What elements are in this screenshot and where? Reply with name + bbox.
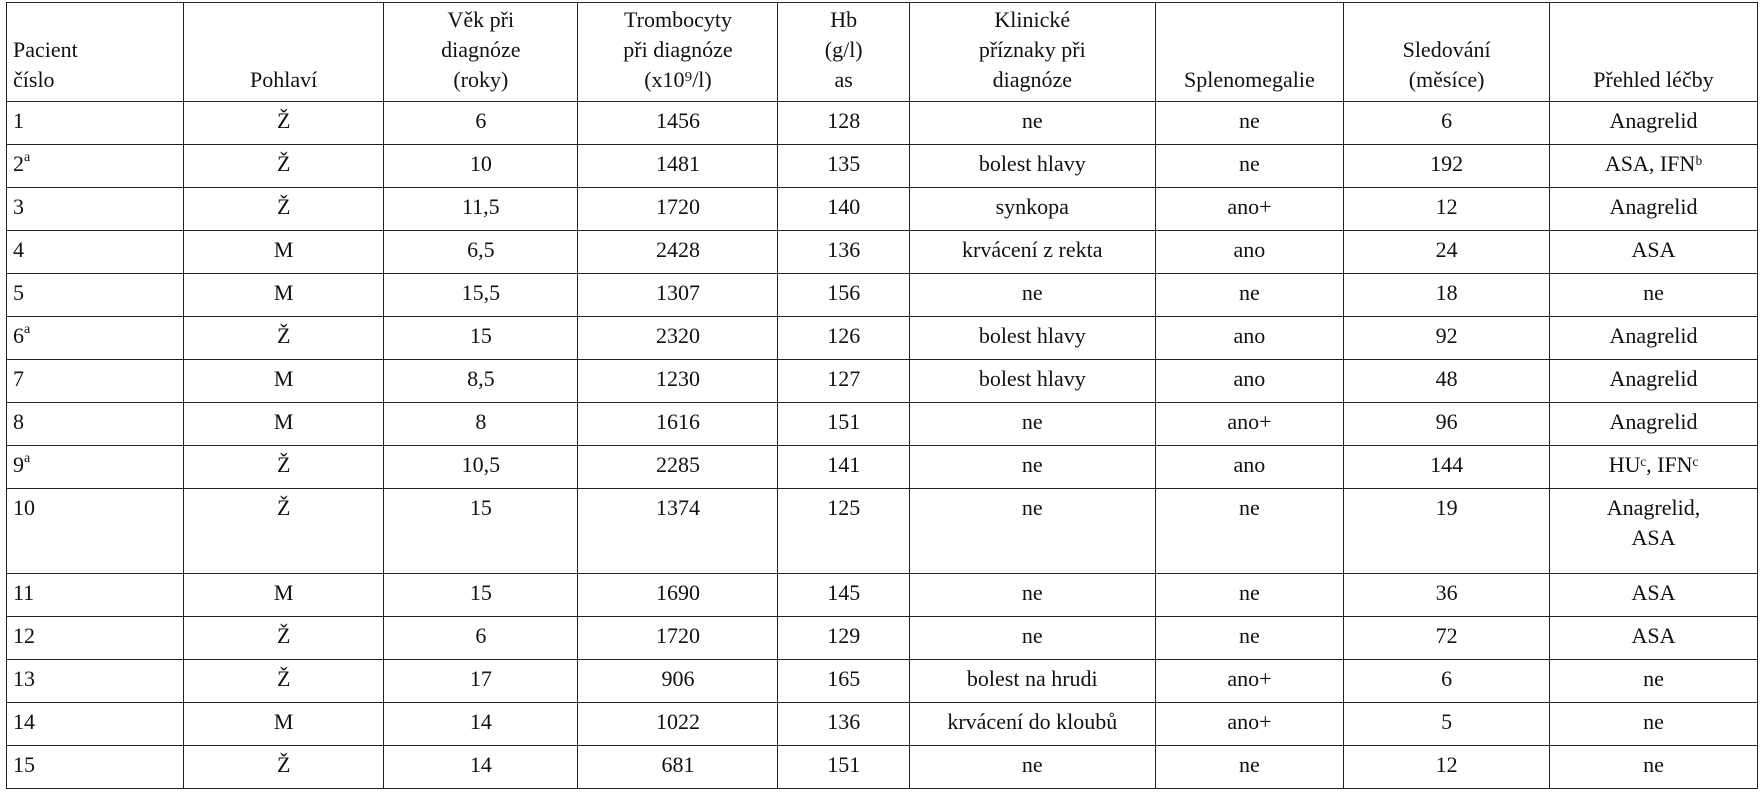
cell-age: 15 [384, 489, 578, 574]
cell-spleno: ano+ [1155, 403, 1344, 446]
cell-symptoms: ne [909, 403, 1155, 446]
column-header-line: Přehled léčby [1593, 67, 1714, 92]
cell-hb: 145 [778, 574, 909, 617]
cell-patient: 2$^a$ [7, 145, 184, 188]
cell-spleno: ne [1155, 274, 1344, 317]
cell-age: 15 [384, 317, 578, 360]
column-header-patient [7, 3, 184, 102]
cell-followup: 92 [1344, 317, 1550, 360]
cell-therapy: Anagrelid [1549, 102, 1757, 145]
cell-spleno: ne [1155, 102, 1344, 145]
table-body [7, 102, 1758, 789]
cell-therapy: ne [1549, 274, 1757, 317]
cell-followup: 24 [1344, 231, 1550, 274]
cell-hb: 136 [778, 231, 909, 274]
cell-age: 14 [384, 746, 578, 789]
cell-patient: 1 [7, 102, 184, 145]
table-row [7, 360, 1758, 403]
column-header-age [384, 3, 578, 102]
column-header-line: as [834, 67, 853, 92]
cell-therapy: ASA [1549, 231, 1757, 274]
column-header-line: při diagnóze [623, 37, 733, 62]
cell-symptoms: ne [909, 102, 1155, 145]
cell-platelets: 2320 [578, 317, 778, 360]
cell-platelets: 1481 [578, 145, 778, 188]
cell-age: 6 [384, 102, 578, 145]
cell-platelets: 1307 [578, 274, 778, 317]
header-row [7, 3, 1758, 102]
cell-symptoms: bolest hlavy [909, 317, 1155, 360]
cell-sex: Ž [184, 489, 384, 574]
cell-sex: Ž [184, 446, 384, 489]
cell-platelets: 1690 [578, 574, 778, 617]
table-row [7, 446, 1758, 489]
table-row [7, 617, 1758, 660]
column-header-followup [1344, 3, 1550, 102]
cell-patient: 6$^a$ [7, 317, 184, 360]
cell-sex: M [184, 574, 384, 617]
cell-age: 15,5 [384, 274, 578, 317]
cell-hb: 151 [778, 403, 909, 446]
cell-sex: M [184, 274, 384, 317]
table-row [7, 145, 1758, 188]
cell-patient: 11 [7, 574, 184, 617]
cell-platelets: 1456 [578, 102, 778, 145]
cell-symptoms: bolest hlavy [909, 145, 1155, 188]
cell-age: 6,5 [384, 231, 578, 274]
cell-therapy: ne [1549, 703, 1757, 746]
cell-spleno: ne [1155, 574, 1344, 617]
cell-patient: 14 [7, 703, 184, 746]
cell-age: 6 [384, 617, 578, 660]
column-header-platelets [578, 3, 778, 102]
cell-hb: 128 [778, 102, 909, 145]
cell-symptoms: krvácení z rekta [909, 231, 1155, 274]
cell-platelets: 2428 [578, 231, 778, 274]
column-header-line: diagnóze [441, 37, 521, 62]
cell-spleno: ne [1155, 617, 1344, 660]
cell-hb: 135 [778, 145, 909, 188]
cell-symptoms: ne [909, 274, 1155, 317]
table-row [7, 660, 1758, 703]
cell-patient: 9$^a$ [7, 446, 184, 489]
column-header-line: Splenomegalie [1184, 67, 1315, 92]
footnote-marker: a [24, 149, 31, 165]
cell-patient: 13 [7, 660, 184, 703]
table-row [7, 403, 1758, 446]
cell-followup: 36 [1344, 574, 1550, 617]
cell-platelets: 1022 [578, 703, 778, 746]
cell-hb: 136 [778, 703, 909, 746]
cell-spleno: ano+ [1155, 188, 1344, 231]
cell-therapy: Anagrelid [1549, 360, 1757, 403]
table-row [7, 274, 1758, 317]
cell-platelets: 1720 [578, 188, 778, 231]
column-header-symptoms [909, 3, 1155, 102]
column-header-line: Pohlaví [250, 67, 318, 92]
cell-hb: 127 [778, 360, 909, 403]
cell-spleno: ano [1155, 317, 1344, 360]
cell-therapy: ASA [1549, 574, 1757, 617]
cell-hb: 165 [778, 660, 909, 703]
table-row [7, 188, 1758, 231]
column-header-line: (g/l) [824, 37, 863, 62]
column-header-line: číslo [13, 67, 55, 92]
cell-age: 10 [384, 145, 578, 188]
cell-platelets: 681 [578, 746, 778, 789]
cell-followup: 96 [1344, 403, 1550, 446]
column-header-spleno [1155, 3, 1344, 102]
cell-patient: 7 [7, 360, 184, 403]
column-header-hb [778, 3, 909, 102]
cell-symptoms: ne [909, 574, 1155, 617]
cell-sex: Ž [184, 145, 384, 188]
table-container [6, 2, 1758, 789]
cell-therapy: ASA, IFNᵇ [1549, 145, 1757, 188]
column-header-line: Sledování [1402, 37, 1491, 62]
column-header-line: Hb [830, 7, 858, 32]
column-header-line: (měsíce) [1408, 67, 1485, 92]
cell-patient: 12 [7, 617, 184, 660]
column-header-line: příznaky při [978, 37, 1086, 62]
cell-platelets: 1616 [578, 403, 778, 446]
cell-sex: Ž [184, 317, 384, 360]
column-header-line: Klinické [994, 7, 1071, 32]
cell-hb: 151 [778, 746, 909, 789]
cell-platelets: 906 [578, 660, 778, 703]
cell-symptoms: krvácení do kloubů [909, 703, 1155, 746]
cell-patient: 10 [7, 489, 184, 574]
cell-age: 8 [384, 403, 578, 446]
cell-therapy: Anagrelid [1549, 317, 1757, 360]
cell-spleno: ano+ [1155, 703, 1344, 746]
cell-age: 10,5 [384, 446, 578, 489]
cell-spleno: ne [1155, 489, 1344, 574]
cell-spleno: ano [1155, 446, 1344, 489]
cell-sex: Ž [184, 746, 384, 789]
cell-platelets: 1374 [578, 489, 778, 574]
table-row [7, 489, 1758, 574]
cell-therapy: ne [1549, 746, 1757, 789]
cell-followup: 48 [1344, 360, 1550, 403]
cell-platelets: 1230 [578, 360, 778, 403]
cell-sex: M [184, 360, 384, 403]
cell-age: 14 [384, 703, 578, 746]
cell-sex: M [184, 231, 384, 274]
cell-symptoms: ne [909, 446, 1155, 489]
table-row [7, 317, 1758, 360]
column-header-sex [184, 3, 384, 102]
cell-therapy: ne [1549, 660, 1757, 703]
column-header-line: diagnóze [992, 67, 1072, 92]
table-row [7, 574, 1758, 617]
column-header-line: (roky) [453, 67, 509, 92]
cell-patient: 4 [7, 231, 184, 274]
column-header-line: Věk při [447, 7, 515, 32]
cell-followup: 5 [1344, 703, 1550, 746]
cell-spleno: ano+ [1155, 660, 1344, 703]
column-header-line: (x10⁹/l) [644, 67, 712, 92]
cell-sex: Ž [184, 188, 384, 231]
cell-patient: 15 [7, 746, 184, 789]
cell-platelets: 2285 [578, 446, 778, 489]
cell-symptoms: ne [909, 746, 1155, 789]
table-row [7, 746, 1758, 789]
cell-followup: 12 [1344, 188, 1550, 231]
cell-symptoms: bolest na hrudi [909, 660, 1155, 703]
cell-spleno: ne [1155, 746, 1344, 789]
cell-sex: Ž [184, 660, 384, 703]
table-row [7, 102, 1758, 145]
cell-age: 15 [384, 574, 578, 617]
cell-followup: 72 [1344, 617, 1550, 660]
cell-followup: 12 [1344, 746, 1550, 789]
patient-table [6, 2, 1758, 789]
cell-therapy: Anagrelid [1549, 403, 1757, 446]
cell-hb: 129 [778, 617, 909, 660]
footnote-marker: a [24, 450, 31, 466]
cell-hb: 125 [778, 489, 909, 574]
cell-hb: 156 [778, 274, 909, 317]
cell-sex: M [184, 703, 384, 746]
cell-age: 8,5 [384, 360, 578, 403]
cell-spleno: ano [1155, 360, 1344, 403]
cell-symptoms: ne [909, 617, 1155, 660]
cell-hb: 126 [778, 317, 909, 360]
cell-followup: 192 [1344, 145, 1550, 188]
column-header-line: Pacient [13, 37, 78, 62]
cell-followup: 18 [1344, 274, 1550, 317]
cell-therapy: Anagrelid [1549, 188, 1757, 231]
cell-therapy: Anagrelid, ASA [1549, 489, 1757, 574]
cell-age: 17 [384, 660, 578, 703]
table-row [7, 703, 1758, 746]
cell-sex: Ž [184, 102, 384, 145]
cell-hb: 141 [778, 446, 909, 489]
cell-patient: 5 [7, 274, 184, 317]
column-header-line: Trombocyty [623, 7, 732, 32]
cell-followup: 19 [1344, 489, 1550, 574]
cell-symptoms: ne [909, 489, 1155, 574]
cell-platelets: 1720 [578, 617, 778, 660]
cell-therapy: ASA [1549, 617, 1757, 660]
cell-spleno: ano [1155, 231, 1344, 274]
cell-followup: 6 [1344, 102, 1550, 145]
column-header-therapy [1549, 3, 1757, 102]
cell-patient: 8 [7, 403, 184, 446]
cell-hb: 140 [778, 188, 909, 231]
cell-followup: 6 [1344, 660, 1550, 703]
cell-sex: M [184, 403, 384, 446]
cell-symptoms: synkopa [909, 188, 1155, 231]
cell-symptoms: bolest hlavy [909, 360, 1155, 403]
cell-therapy: HUᶜ, IFNᶜ [1549, 446, 1757, 489]
table-row [7, 231, 1758, 274]
cell-age: 11,5 [384, 188, 578, 231]
cell-patient: 3 [7, 188, 184, 231]
cell-spleno: ne [1155, 145, 1344, 188]
cell-sex: Ž [184, 617, 384, 660]
footnote-marker: a [24, 321, 31, 337]
cell-followup: 144 [1344, 446, 1550, 489]
